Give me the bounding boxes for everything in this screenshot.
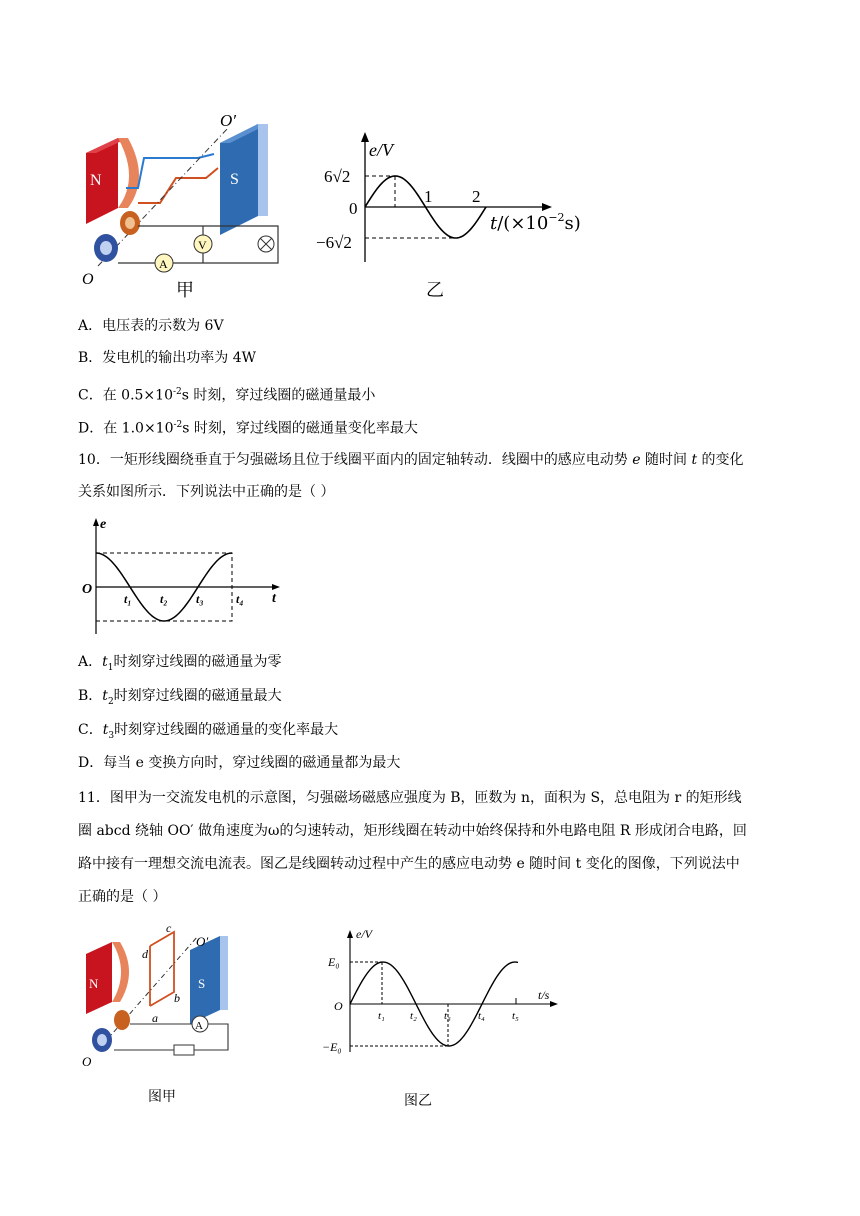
- q11-origin-label: O: [334, 999, 343, 1013]
- q10-t2-label: t₂: [160, 592, 168, 606]
- q9-option-d[interactable]: D．在 $1.0\times 10^{-2}s$ 时刻，穿过线圈的磁通量变化率最大: [78, 420, 418, 437]
- q11-o-prime-label: O′: [196, 934, 209, 949]
- q9-option-c[interactable]: C．在 $0.5\times 10^{-2}s$ 时刻，穿过线圈的磁通量最小: [78, 387, 376, 404]
- q11-c-label: c: [166, 922, 172, 935]
- q10-graph-e-label: e: [100, 517, 107, 532]
- q11-t2-label: t₂: [410, 1010, 417, 1022]
- q10-stem-line1: 10．一矩形线圈绕垂直于匀强磁场且位于线圈平面内的固定轴转动．线圈中的感应电动势 e 随时间 t 的变化: [78, 452, 744, 468]
- q11-generator-diagram: [78, 922, 248, 1072]
- q10-stem-line2: 关系如图所示．下列说法中正确的是（ ）: [78, 484, 335, 500]
- q9-option-a[interactable]: A．电压表的示数为 6V: [78, 318, 224, 334]
- q11-o-label: O: [82, 1054, 92, 1069]
- q10-t4-label: t₄: [236, 592, 244, 606]
- q11-figure-jia-caption: 图甲: [148, 1089, 176, 1105]
- q11-e0-label: E₀: [328, 955, 340, 969]
- q9-option-b[interactable]: B．发电机的输出功率为 4W: [78, 350, 257, 366]
- graph-xlabel-text: $t/(\times 10^{-2}s)$: [490, 211, 581, 234]
- graph-ymax-label: 6√2: [324, 167, 351, 186]
- graph-origin-label: 0: [349, 199, 358, 218]
- q11-t4-label: t₄: [478, 1010, 485, 1022]
- axis-o-label: O: [82, 271, 94, 288]
- q10-t1-label: t₁: [124, 592, 132, 606]
- q11-stem-line2: 圈 abcd 绕轴 OO′ 做角速度为ω的匀速转动，矩形线圈在转动中始终保持和外电路电阻 R 形成闭合电路，回: [78, 823, 747, 839]
- q11-stem-line1: 11．图甲为一交流发电机的示意图，匀强磁场磁感应强度为 B，匝数为 n，面积为 S，总电阻为 r 的矩形线: [78, 790, 742, 806]
- q10-graph-t-label: t: [272, 591, 276, 606]
- q11-a-label: a: [152, 1011, 158, 1025]
- generator-diagram-jia: [78, 108, 298, 298]
- ammeter-label: A: [159, 257, 168, 271]
- magnet-n-label: N: [90, 172, 102, 189]
- q10-t3-label: t₃: [196, 592, 204, 606]
- q11-neg-e0-label: −E₀: [322, 1040, 342, 1054]
- emf-graph-yi: [306, 112, 596, 272]
- q11-stem-line3: 路中接有一理想交流电流表。图乙是线圈转动过程中产生的感应电动势 e 随时间 t 变化的图像，下列说法中: [78, 856, 740, 872]
- q10-option-a[interactable]: A．$t_1$时刻穿过线圈的磁通量为零: [78, 654, 282, 673]
- graph-tick-2: 2: [472, 187, 481, 206]
- axis-o-prime-label: O′: [220, 111, 236, 130]
- q11-b-label: b: [174, 991, 180, 1005]
- q11-magnet-n-label: N: [89, 976, 99, 991]
- q11-t5-label: t₅: [512, 1010, 519, 1022]
- voltmeter-label: V: [198, 238, 207, 252]
- graph-ylabel: e/V: [369, 140, 393, 160]
- figure-yi-caption: 乙: [426, 280, 444, 301]
- q11-graph-xlabel: t/s: [538, 988, 550, 1002]
- q11-figure-yi-caption: 图乙: [404, 1093, 432, 1109]
- q11-magnet-s-label: S: [198, 976, 206, 991]
- q10-graph-o-label: O: [82, 582, 93, 597]
- q11-graph-ylabel: e/V: [356, 927, 372, 941]
- q11-stem-line4: 正确的是（ ）: [78, 889, 167, 905]
- figure-jia-caption: 甲: [176, 280, 194, 301]
- q10-option-d[interactable]: D．每当 e 变换方向时，穿过线圈的磁通量都为最大: [78, 755, 401, 771]
- q11-t1-label: t₁: [378, 1010, 385, 1022]
- graph-ymin-label: −6√2: [316, 233, 352, 252]
- q11-d-label: d: [142, 947, 148, 961]
- graph-tick-1: 1: [424, 187, 433, 206]
- q11-t3-label: t₃: [444, 1010, 451, 1022]
- q10-cosine-graph: [78, 514, 288, 638]
- magnet-s-label: S: [230, 171, 239, 188]
- q11-ammeter-label: A: [195, 1020, 203, 1032]
- q11-emf-graph: [320, 922, 570, 1062]
- q10-option-c[interactable]: C．$t_3$时刻穿过线圈的磁通量的变化率最大: [78, 722, 339, 741]
- q10-option-b[interactable]: B．$t_2$时刻穿过线圈的磁通量最大: [78, 688, 282, 707]
